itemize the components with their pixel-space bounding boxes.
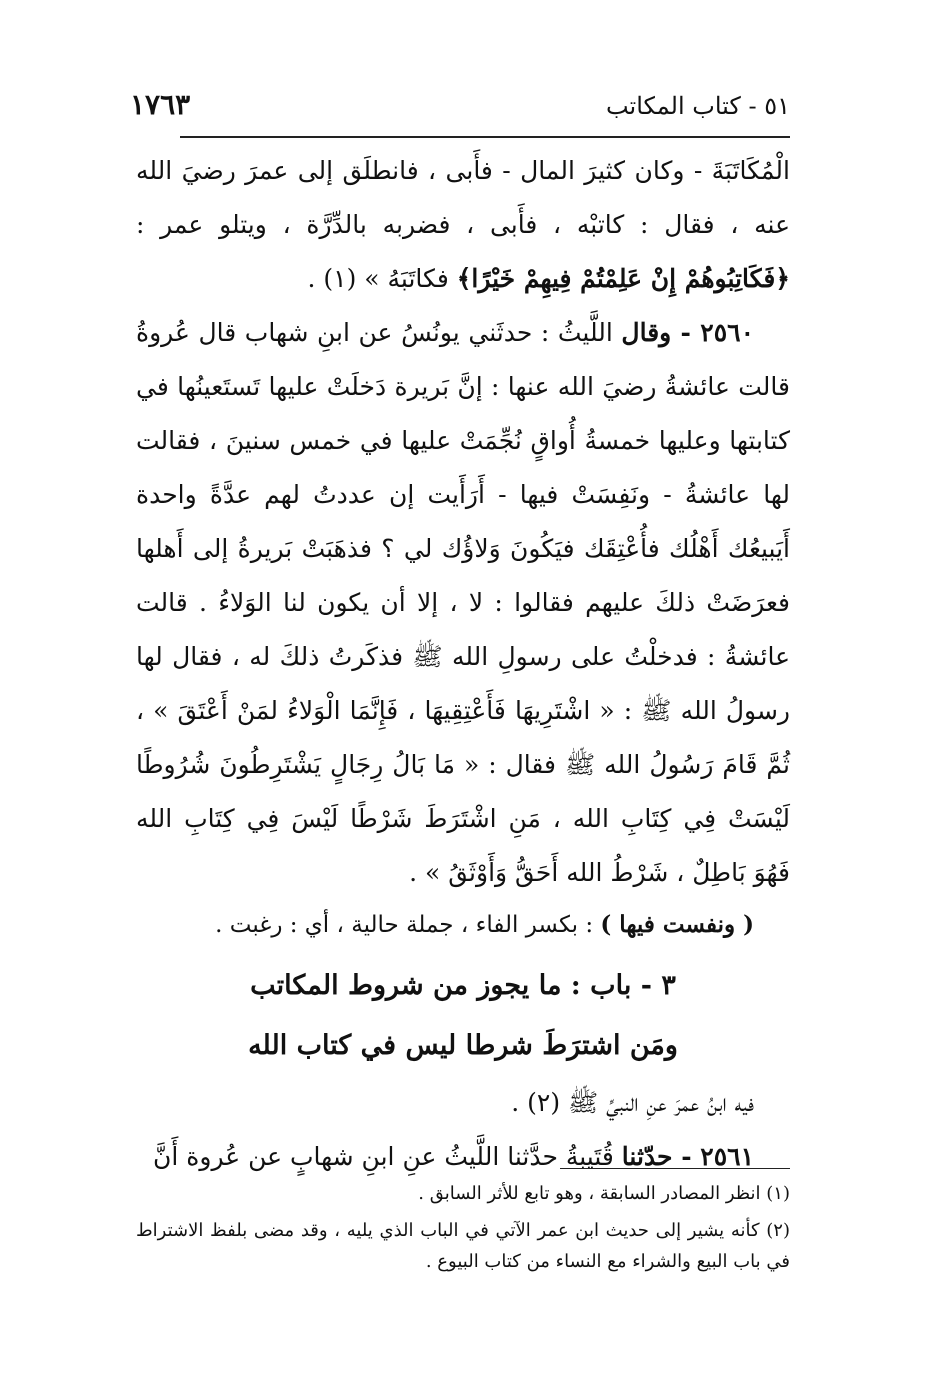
chapter-subheading: ومَن اشترَطَ شرطا ليس في كتاب الله [248, 1030, 678, 1061]
header-rule [180, 136, 790, 138]
note-text: : بكسر الفاء ، جملة حالية ، أي : رغبت . [215, 912, 601, 938]
note-term: ( ونفست فيها ) [600, 911, 754, 938]
paragraph-continuation [136, 144, 790, 306]
chapter-note: فيه ابنُ عمرَ عنِ النبيِّ ﷺ (٢) . [511, 1088, 754, 1117]
page-header [130, 88, 790, 132]
paragraph-text: الْمُكَاتَبَةَ - وكان كثيرَ المال - فأَبى ، فانطلَق إلى عمرَ رضيَ الله عنه ، فقال : كاتبْه ، فأَبى ، فضربه بالدِّرَّة ، ويتلو عمر : [136, 156, 790, 239]
main-text [136, 144, 790, 1184]
footnote-rule [560, 1168, 790, 1169]
footnote-1: (١) انظر المصادر السابقة ، وهو تابع للأثر السابق . [418, 1183, 790, 1204]
hadith-number: ٢٥٦١ - حدّثنا [621, 1142, 754, 1171]
footnote-2: (٢) كأنه يشير إلى حديث ابن عمر الآتي في الباب الذي يليه ، وقد مضى بلفظ الاشتراط في باب البيع والشراء مع النساء من كتاب البيوع . [136, 1220, 790, 1272]
hadith-text: قُتَيبةُ حدَّثنا اللَّيثُ عنِ ابنِ شهابٍ عن عُروة أَنَّ [153, 1142, 622, 1171]
running-title: ٥١ - كتاب المكاتب [605, 92, 790, 120]
chapter-heading: ٣ - باب : ما يجوز من شروط المكاتب [250, 970, 676, 1001]
hadith-2560 [136, 306, 790, 900]
explanatory-note [136, 900, 790, 950]
hadith-number: ٢٥٦٠ - وقال [621, 318, 754, 347]
quran-verse: ﴿فَكَاتِبُوهُمْ إِنْ عَلِمْتُمْ فِيهِمْ خَيْرًا﴾ [456, 264, 790, 293]
page-number: ١٧٦٣ [130, 88, 191, 121]
hadith-text: اللَّيثُ : حدثَني يونُسُ عن ابنِ شهاب قال عُروةُ قالت عائشةُ رضيَ الله عنها : إنَّ بَريرة دَخلَتْ عليها تَستَعينُها في كتابتها وعليها خمسةُ أُواقٍ نُجِّمَتْ عليها في خمس سنينَ ، فقالت لها عائشةُ - ونَفِسَتْ فيها - أَرَأَيت إن عددتُ لهم عدَّةً واحدة أَيَبيعُك أَهْلُك فأُعْتِقَك فيَكُونَ وَلاؤُك لي ؟ فذهَبَتْ بَريرةُ إلى أَهلها فعرَضَتْ ذلكَ عليهم فقالوا : لا ، إلا أن يكون لنا الوَلاءُ . قالت عائشةُ : فدخلْتُ على رسولِ الله ﷺ فذكَرتُ ذلكَ له ، فقال لها رسولُ الله ﷺ : « اشْتَرِيهَا فَأَعْتِقِيهَا ، فَإِنَّمَا الْوَلاءُ لمَنْ أَعْتَقَ » ، ثُمَّ قَامَ رَسُولُ الله ﷺ فقال : « مَا بَالُ رِجَالٍ يَشْتَرِطُونَ شُرُوطًا لَيْسَتْ فِي كِتَابِ الله ، مَنِ اشْتَرَطَ شَرْطًا لَيْسَ فِي كِتَابِ الله فَهُوَ بَاطِلٌ ، شَرْطُ الله أَحَقُّ وَأَوْثَقُ » . [136, 318, 790, 887]
footnotes [136, 1178, 790, 1283]
hadith-2561 [136, 1130, 790, 1184]
paragraph-end: فكاتَبَهُ » (١) . [307, 264, 457, 293]
